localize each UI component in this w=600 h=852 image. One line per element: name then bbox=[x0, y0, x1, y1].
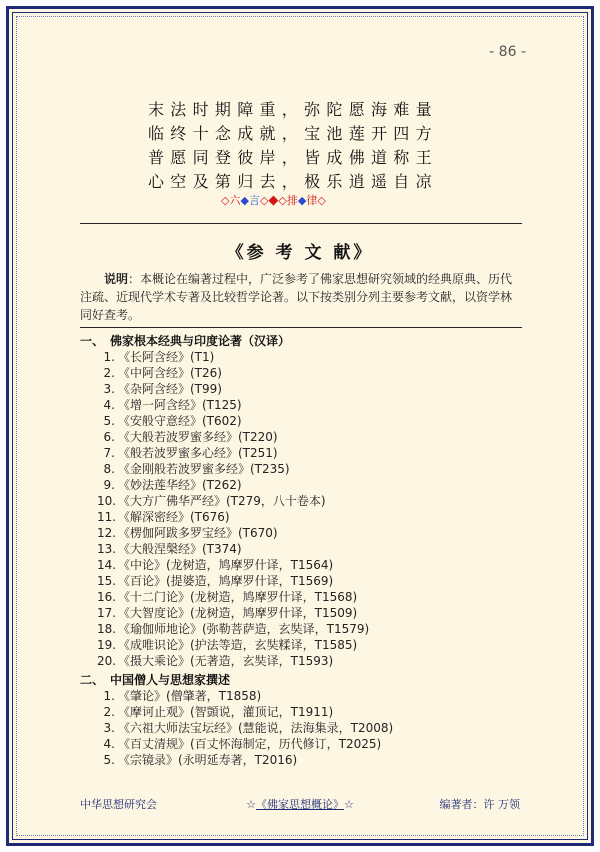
list-item: 14. 《中论》(龙树造，鸠摩罗什译，T1564) bbox=[97, 558, 334, 572]
poem-line-1: 末法时期障重，弥陀愿海难量 bbox=[148, 100, 438, 119]
diamond-outline-icon: ◇ bbox=[221, 194, 230, 207]
poem-form-tag bbox=[221, 192, 326, 208]
list-item: 18. 《瑜伽师地论》(弥勒菩萨造，玄奘译，T1579) bbox=[97, 622, 370, 636]
section-number: 一、 bbox=[80, 334, 105, 348]
diamond-outline-icon: ◇ bbox=[317, 194, 326, 207]
list-item: 1. 《肇论》(僧肇著，T1858) bbox=[103, 689, 262, 703]
footer-organization: 中华思想研究会 bbox=[80, 798, 157, 811]
poem-line-2: 临终十念成就，宝池莲开四方 bbox=[148, 124, 438, 143]
list-item: 16. 《十二门论》(龙树造，鸠摩罗什译，T1568) bbox=[97, 590, 358, 604]
list-item: 17. 《大智度论》(龙树造，鸠摩罗什译，T1509) bbox=[97, 606, 358, 620]
list-item: 12. 《楞伽阿跋多罗宝经》(T670) bbox=[97, 526, 278, 540]
reference-list-2 bbox=[97, 688, 517, 768]
list-item: 3. 《六祖大师法宝坛经》(慧能说，法海集录，T2008) bbox=[103, 721, 394, 735]
poem-line-3: 普愿同登彼岸，皆成佛道称王 bbox=[148, 148, 438, 167]
star-icon: ☆ bbox=[246, 798, 256, 811]
book-title-link[interactable]: 《佛家思想概论》 bbox=[256, 798, 344, 811]
intro-text: ：本概论在编著过程中，广泛参考了佛家思想研究领域的经典原典、历代注疏、近现代学术专著及比较哲学论著。以下按类别分列主要参考文献，以资学林同好查考。 bbox=[80, 272, 513, 322]
list-item: 5. 《安般守意经》(T602) bbox=[103, 414, 242, 428]
list-item: 2. 《中阿含经》(T26) bbox=[103, 366, 222, 380]
divider bbox=[80, 223, 522, 224]
list-item: 5. 《宗镜录》(永明延寿著，T2016) bbox=[103, 753, 298, 767]
section-heading-1 bbox=[80, 332, 290, 349]
tag-char: 言 bbox=[248, 194, 260, 207]
diamond-outline-icon: ◇ bbox=[278, 194, 287, 207]
list-item: 8. 《金刚般若波罗蜜多经》(T235) bbox=[103, 462, 290, 476]
list-item: 7. 《般若波罗蜜多心经》(T251) bbox=[103, 446, 278, 460]
section-number: 二、 bbox=[80, 673, 105, 687]
list-item: 19. 《成唯识论》(护法等造，玄奘糅译，T1585) bbox=[97, 638, 358, 652]
divider bbox=[80, 327, 522, 328]
list-item: 20. 《摄大乘论》(无著造，玄奘译，T1593) bbox=[97, 654, 334, 668]
section-heading-text: 中国僧人与思想家撰述 bbox=[110, 673, 231, 687]
intro-label: 说明 bbox=[104, 272, 129, 286]
diamond-outline-icon: ◇ bbox=[259, 194, 269, 207]
list-item: 4. 《百丈清规》(百丈怀海制定，历代修订，T2025) bbox=[103, 737, 382, 751]
footer-author: 编著者：许 万领 bbox=[439, 798, 520, 811]
list-item: 3. 《杂阿含经》(T99) bbox=[103, 382, 222, 396]
section-heading-2 bbox=[80, 671, 230, 688]
star-icon: ☆ bbox=[344, 798, 354, 811]
list-item: 11. 《解深密经》(T676) bbox=[97, 510, 230, 524]
list-item: 15. 《百论》(提婆造，鸠摩罗什译，T1569) bbox=[97, 574, 334, 588]
section-title: 《参 考 文 献》 bbox=[226, 243, 374, 263]
diamond-filled-icon: ◆ bbox=[240, 194, 249, 207]
page-number: - 86 - bbox=[489, 44, 526, 60]
list-item: 2. 《摩诃止观》(智顗说，灌顶记，T1911) bbox=[103, 705, 334, 719]
tag-char: 律 bbox=[306, 194, 318, 207]
list-item: 13. 《大般涅槃经》(T374) bbox=[97, 542, 242, 556]
poem-line-4: 心空及第归去，极乐逍遥自凉 bbox=[148, 172, 438, 191]
section-heading-text: 佛家根本经典与印度论著（汉译） bbox=[110, 334, 291, 348]
tag-char: 六 bbox=[229, 194, 241, 207]
list-item: 6. 《大般若波罗蜜多经》(T220) bbox=[103, 430, 278, 444]
list-item: 1. 《长阿含经》(T1) bbox=[103, 350, 215, 364]
poem bbox=[148, 98, 458, 194]
intro-paragraph bbox=[80, 270, 522, 324]
tag-char: 排 bbox=[286, 194, 298, 207]
list-item: 10. 《大方广佛华严经》(T279，八十卷本) bbox=[97, 494, 326, 508]
list-item: 4. 《增一阿含经》(T125) bbox=[103, 398, 242, 412]
diamond-filled-icon: ◆ bbox=[268, 193, 279, 208]
diamond-filled-icon: ◆ bbox=[297, 194, 307, 207]
list-item: 9. 《妙法莲华经》(T262) bbox=[103, 478, 242, 492]
reference-list-1 bbox=[97, 349, 517, 669]
